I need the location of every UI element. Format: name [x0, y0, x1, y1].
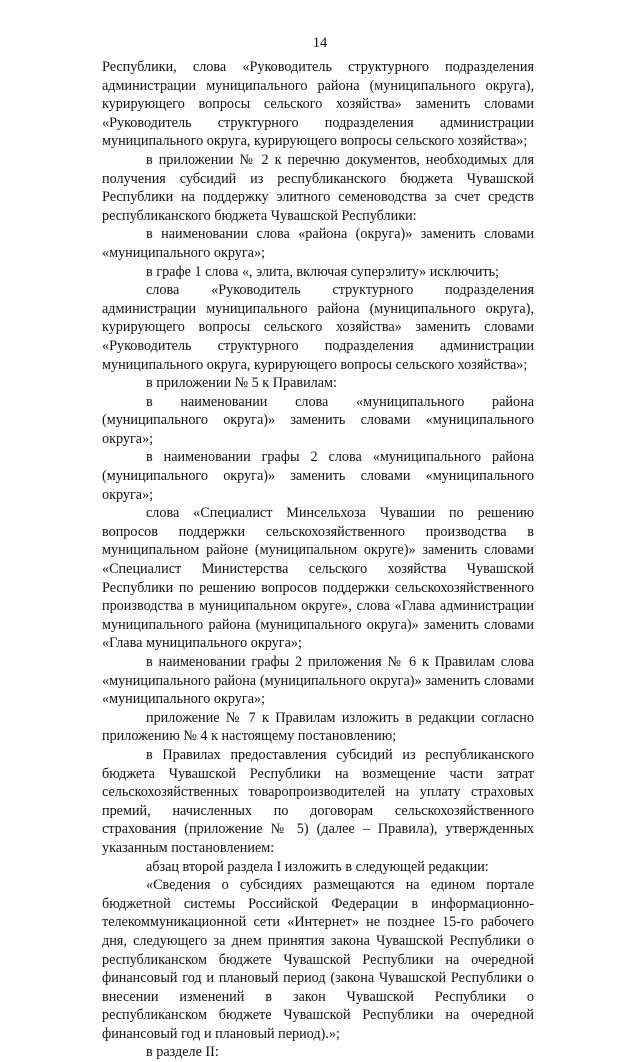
paragraph-15: в разделе II:	[146, 1044, 219, 1061]
paragraph-9: слова «Специалист Минсельхоза Чувашии по решению вопросов поддержки сельскохозяйственного производства в муниципальном районе (муниципальном округе)» заменить словами «Специалист Министерства сельского хозяйства Чувашской Республики по решению вопросов поддержки сельскохозяйственного производства в муниципальном округе», слова «Глава администрации муниципального района (муниципального округа)» заменить словами «Глава муниципального округа»;	[102, 505, 534, 652]
paragraph-14: «Сведения о субсидиях размещаются на едином портале бюджетной системы Российской Федерации в информационно-телекоммуникационной сети «Интернет» не позднее 15-го рабочего дня, следующего за днем принятия закона Чувашской Республики о республиканском бюджете Чувашской Республики на очередной финансовый год и плановый период (закона Чувашской Республики о внесении изменений в закон Чувашской Республики о республиканском бюджете Чувашской Республики на очередной финансовый год и плановый период).»;	[102, 877, 534, 1042]
paragraph-1: Республики, слова «Руководитель структурного подразделения администрации муниципального района (муниципального округа), курирующего вопросы сельского хозяйства» заменить словами «Руководитель структурного подразделения администрации муниципального округа, курирующего вопросы сельского хозяйства»;	[102, 59, 534, 150]
paragraph-4: в графе 1 слова «, элита, включая суперэлиту» исключить;	[146, 263, 500, 280]
paragraph-13: абзац второй раздела I изложить в следующей редакции:	[146, 858, 489, 875]
paragraph-10: в наименовании графы 2 приложения № 6 к Правилам слова «муниципального района (муниципального округа)» заменить словами «муниципального округа»;	[102, 654, 534, 708]
paragraph-8: в наименовании графы 2 слова «муниципального района (муниципального округа)» заменить словами «муниципального округа»;	[102, 449, 534, 503]
paragraph-11: приложение № 7 к Правилам изложить в редакции согласно приложению № 4 к настоящему постановлению;	[102, 709, 534, 745]
paragraph-3: в наименовании слова «района (округа)» заменить словами «муниципального округа»;	[102, 226, 534, 261]
paragraph-2: в приложении № 2 к перечню документов, необходимых для получения субсидий из республиканского бюджета Чувашской Республики на поддержку элитного семеноводства за счет средств республиканского бюджета Чувашской Республики:	[102, 151, 534, 224]
document-body	[102, 58, 534, 1062]
paragraph-5: слова «Руководитель структурного подразделения администрации муниципального района (муниципального округа), курирующего вопросы сельского хозяйства» заменить словами «Руководитель структурного подразделения администрации муниципального округа, курирующего вопросы сельского хозяйства»;	[102, 282, 534, 373]
page-number: 14	[312, 35, 328, 51]
paragraph-12: в Правилах предоставления субсидий из республиканского бюджета Чувашской Республики на возмещение части затрат сельскохозяйственных товаропроизводителей на уплату страховых премий, начисленных по договорам сельскохозяйственного страхования (приложение № 5) (далее – Правила), утвержденных указанным постановлением:	[102, 746, 534, 856]
paragraph-6: в приложении № 5 к Правилам:	[146, 375, 337, 392]
paragraph-7: в наименовании слова «муниципального района (муниципального округа)» заменить словами «муниципального округа»;	[102, 393, 534, 447]
